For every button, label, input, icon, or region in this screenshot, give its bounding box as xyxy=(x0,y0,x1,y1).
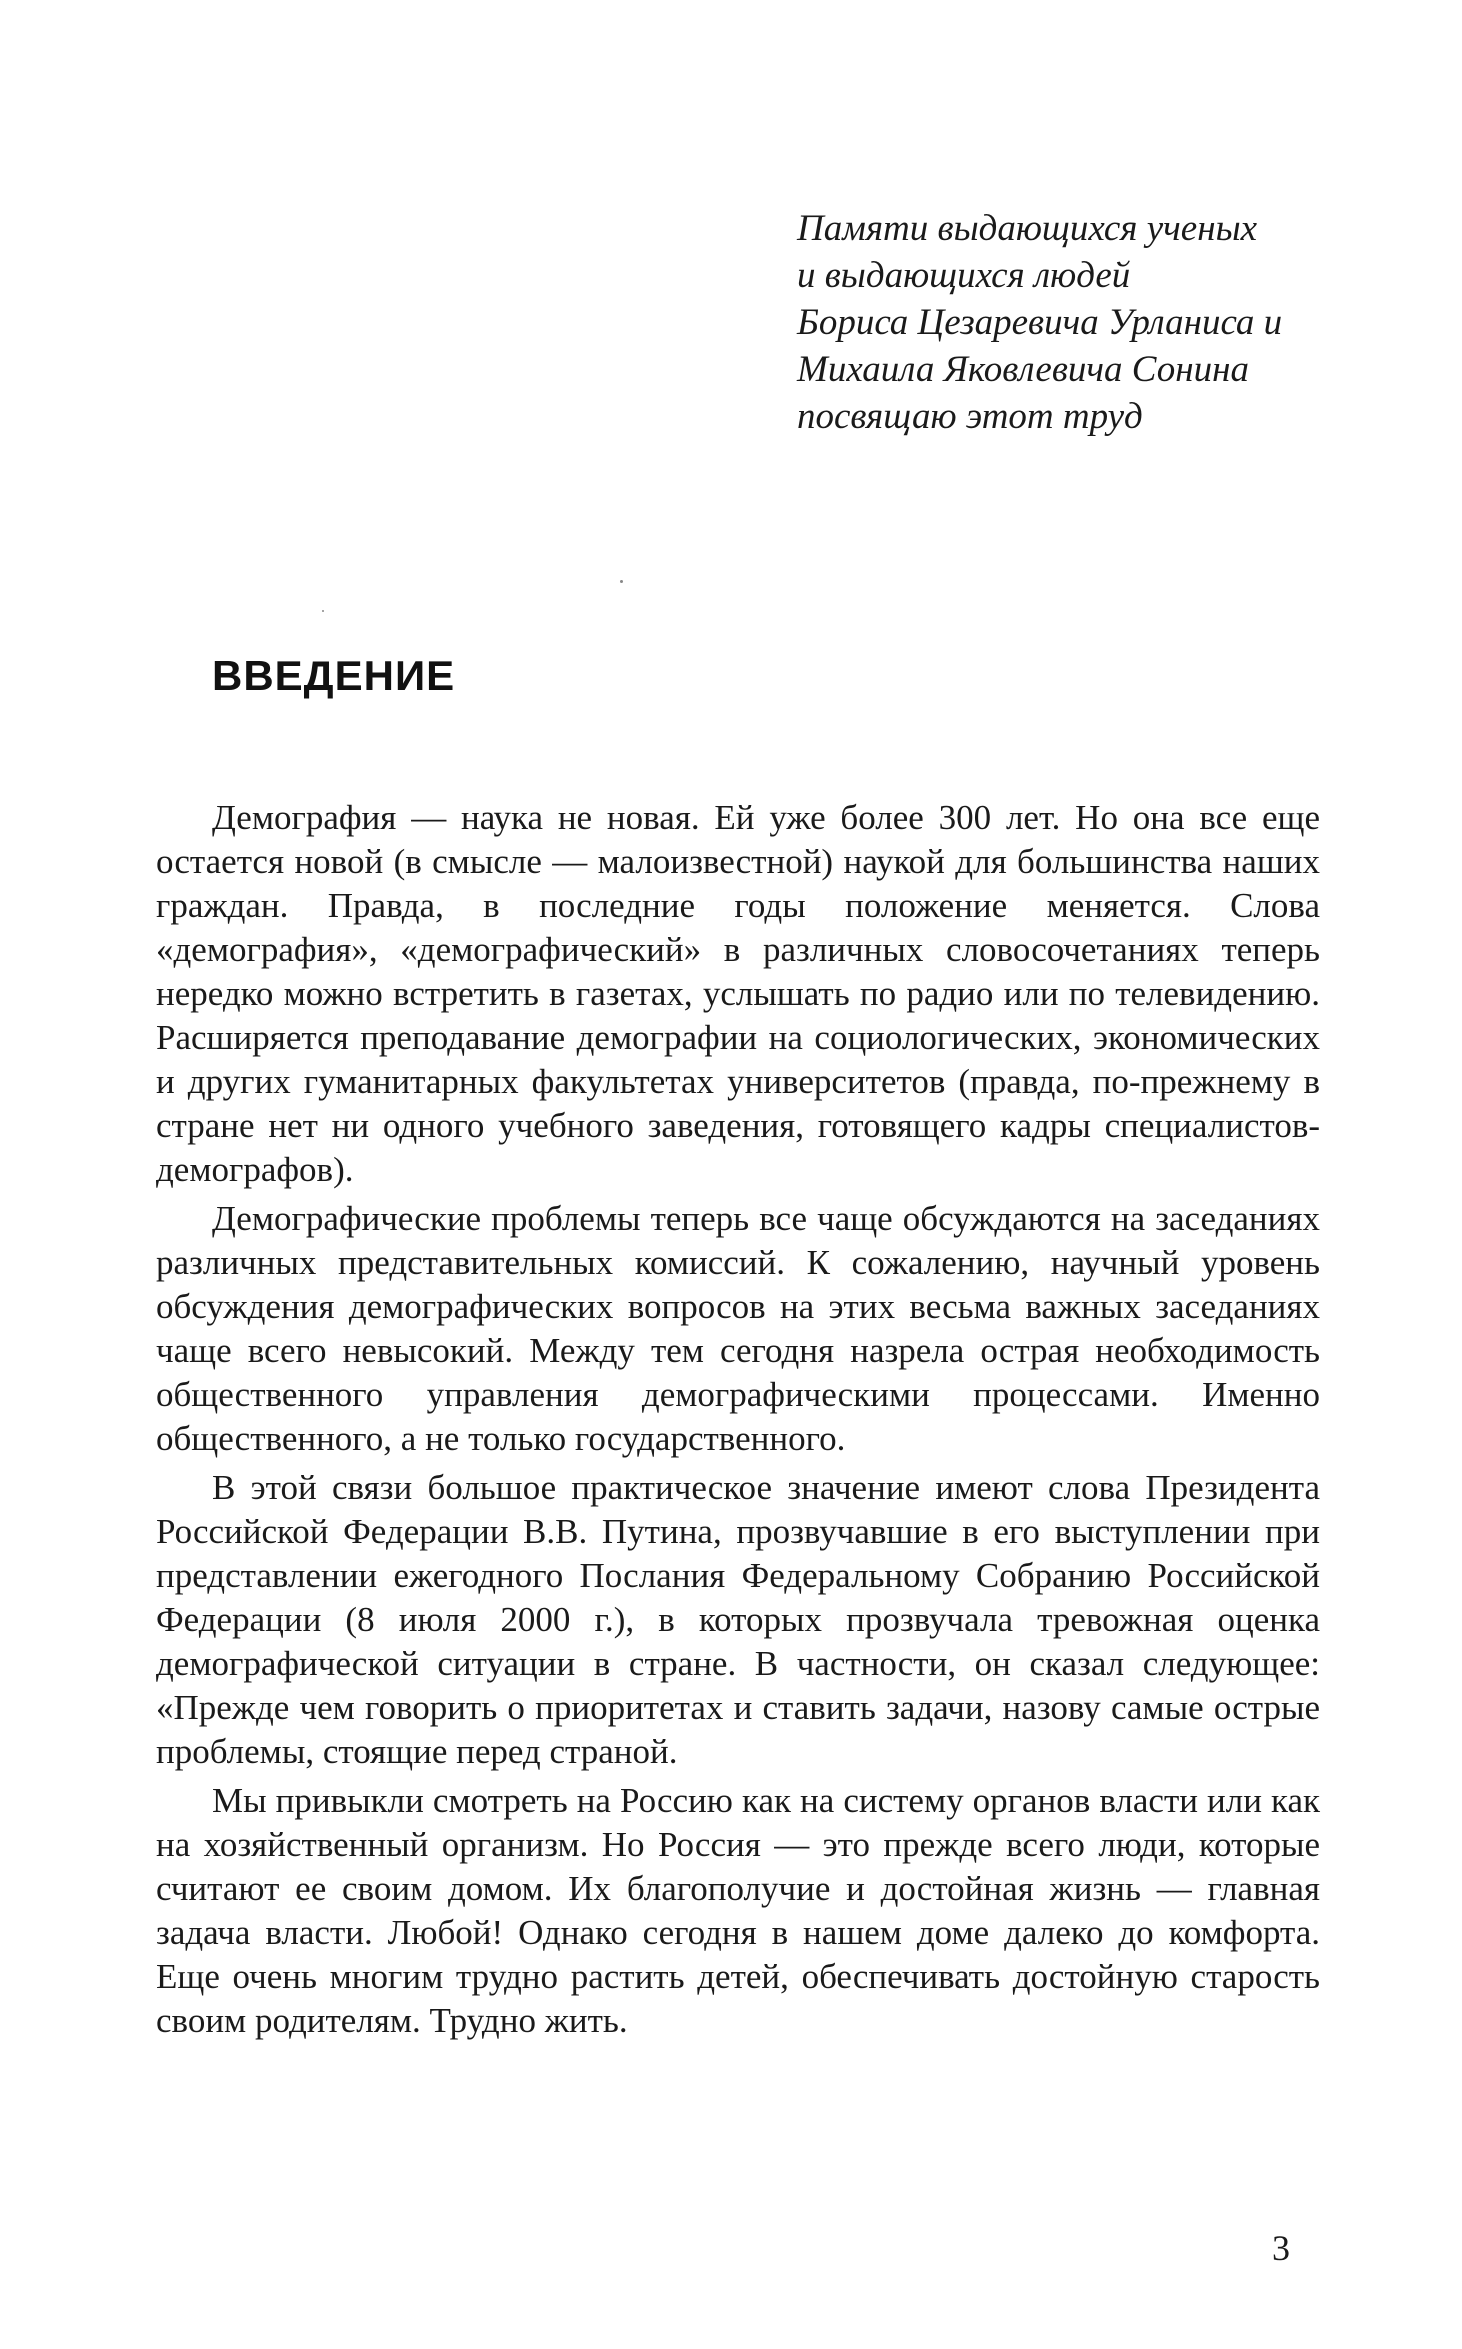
epigraph-line: Памяти выдающихся ученых xyxy=(797,208,1258,249)
dedication-epigraph xyxy=(797,205,1357,440)
epigraph-line: Михаила Яковлевича Сонина xyxy=(797,349,1249,390)
page-number: 3 xyxy=(1272,2228,1290,2268)
body-text xyxy=(156,796,1320,2048)
paragraph: Демографические проблемы теперь все чаще обсуждаются на заседаниях различных представительных комиссий. К сожалению, научный уровень обсуждения демографических вопросов на этих весьма важных заседаниях чаще всего невысокий. Между тем сегодня назрела острая необходимость общественного управления демографическими процессами. Именно общественного, а не только государственного. xyxy=(156,1199,1320,1458)
paragraph: Мы привыкли смотреть на Россию как на систему органов власти или как на хозяйственный организм. Но Россия — это прежде всего люди, которые считают ее своим домом. Их благополучие и достойная жизнь — главная задача власти. Любой! Однако сегодня в нашем доме далеко до комфорта. Еще очень многим трудно растить детей, обеспечивать достойную старость своим родителям. Трудно жить. xyxy=(156,1781,1320,2040)
paragraph: В этой связи большое практическое значение имеют слова Президента Российской Федерации В.В. Путина, прозвучавшие в его выступлении при представлении ежегодного Послания Федеральному Собранию Российской Федерации (8 июля 2000 г.), в которых прозвучала тревожная оценка демографической ситуации в стране. В частности, он сказал следующее: «Прежде чем говорить о приоритетах и ставить задачи, назову самые острые проблемы, стоящие перед страной. xyxy=(156,1468,1320,1771)
epigraph-line: и выдающихся людей xyxy=(797,255,1131,296)
chapter-heading: ВВЕДЕНИЕ xyxy=(212,652,456,699)
epigraph-line: посвящаю этот труд xyxy=(797,396,1143,437)
epigraph-line: Бориса Цезаревича Урланиса и xyxy=(797,302,1283,343)
scan-speck xyxy=(620,580,623,583)
scan-speck xyxy=(322,610,324,612)
paragraph: Демография — наука не новая. Ей уже более 300 лет. Но она все еще остается новой (в смысле — малоизвестной) наукой для большинства наших граждан. Правда, в последние годы положение меняется. Слова «демография», «демографический» в различных словосочетаниях теперь нередко можно встретить в газетах, услышать по радио или по телевидению. Расширяется преподавание демографии на социологических, экономических и других гуманитарных факультетах университетов (правда, по-прежнему в стране нет ни одного учебного заведения, готовящего кадры специалистов-демографов). xyxy=(156,798,1320,1189)
